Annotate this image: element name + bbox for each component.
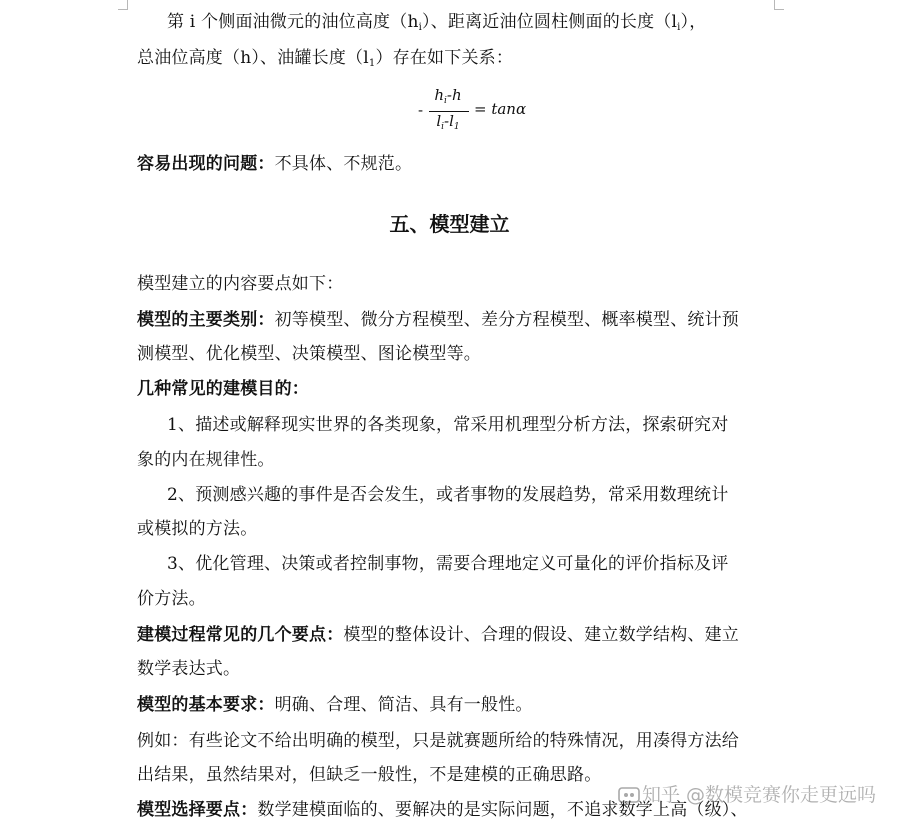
- watermark: [618, 780, 876, 807]
- label: 建模过程常见的几个要点：: [137, 625, 344, 645]
- example-line-2: 出结果，虽然结果对，但缺乏一般性，不是建模的正确思路。: [137, 765, 602, 785]
- purpose-3-line-2: 价方法。: [137, 589, 206, 609]
- keypoints-line-2: 数学表达式。: [137, 659, 241, 679]
- text: 初等模型、微分方程模型、差分方程模型、概率模型、统计预: [274, 310, 740, 330]
- label: 模型的基本要求：: [137, 695, 275, 715]
- text: 第 i 个侧面油微元的油位高度（h: [167, 12, 419, 32]
- zhihu-logo-icon: [618, 786, 640, 804]
- formula: [418, 84, 528, 138]
- text: ）存在如下关系：: [375, 48, 514, 68]
- label: 容易出现的问题：: [137, 154, 275, 174]
- para-intro-line-2: [137, 46, 513, 76]
- requirements-line: [137, 693, 533, 717]
- crop-mark-left: [127, 0, 128, 10]
- subscript: i: [441, 122, 445, 132]
- watermark-text: 知乎 @数模竞赛你走更远吗: [642, 784, 877, 806]
- text: ），: [680, 12, 707, 32]
- intro-line: 模型建立的内容要点如下：: [137, 274, 344, 294]
- formula-rhs: = tanα: [474, 100, 527, 118]
- var: -h: [446, 86, 462, 104]
- var: h: [434, 86, 445, 104]
- keypoints-line-1: [137, 623, 739, 647]
- formula-numerator: [430, 86, 466, 106]
- var: l: [436, 112, 442, 130]
- crop-mark-left-h: [118, 9, 127, 10]
- var: -l: [444, 112, 454, 130]
- purpose-1-line-2: 象的内在规律性。: [137, 450, 275, 470]
- section-heading: 五、模型建立: [389, 212, 510, 236]
- text: ）、距离近油位圆柱侧面的长度（l: [422, 12, 678, 32]
- text: 总油位高度（h）、油罐长度（l: [137, 48, 369, 68]
- subscript: i: [418, 22, 422, 33]
- purpose-2-line-2: 或模拟的方法。: [137, 519, 258, 539]
- purpose-3-line-1: 3、优化管理、决策或者控制事物，需要合理地定义可量化的评价指标及评: [167, 554, 729, 574]
- subscript: i: [677, 22, 681, 33]
- formula-denominator: [430, 112, 466, 132]
- types-line-2: 测模型、优化模型、决策模型、图论模型等。: [137, 344, 481, 364]
- para-intro-line-1: [167, 10, 706, 40]
- text: 不具体、不规范。: [274, 154, 413, 174]
- text: 数学建模面临的、要解决的是实际问题，不追求数学上高（级）、: [257, 800, 748, 820]
- example-line-1: 例如：有些论文不给出明确的模型，只是就赛题所给的特殊情况，用凑得方法给: [137, 731, 739, 751]
- subscript: 1: [368, 58, 376, 69]
- text: 模型的整体设计、合理的假设、建立数学结构、建立: [343, 625, 740, 645]
- purpose-2-line-1: 2、预测感兴趣的事件是否会发生，或者事物的发展趋势，常采用数理统计: [167, 485, 729, 505]
- subscript: 1: [453, 122, 460, 132]
- formula-minus: -: [418, 101, 424, 119]
- purposes-label: 几种常见的建模目的：: [137, 379, 309, 399]
- crop-mark-right-h: [775, 9, 784, 10]
- subscript: i: [444, 96, 447, 106]
- issue-line: [137, 152, 412, 176]
- types-line-1: [137, 308, 739, 332]
- purpose-1-line-1: 1、描述或解释现实世界的各类现象，常采用机理型分析方法，探索研究对: [167, 415, 729, 435]
- label: 模型的主要类别：: [137, 310, 275, 330]
- text: 明确、合理、简洁、具有一般性。: [274, 695, 533, 715]
- label: 模型选择要点：: [137, 800, 258, 820]
